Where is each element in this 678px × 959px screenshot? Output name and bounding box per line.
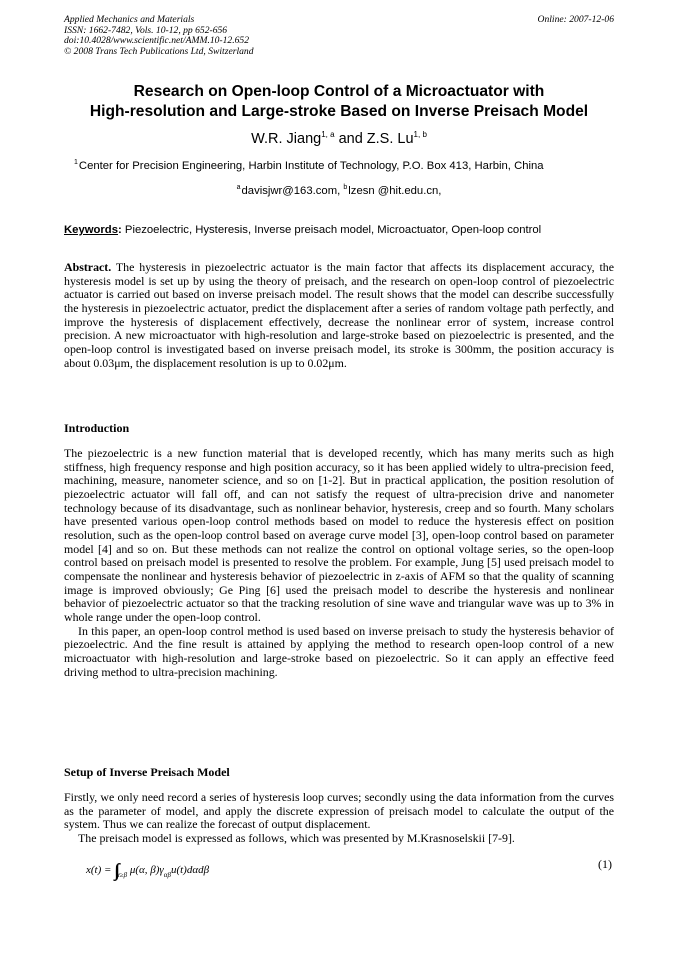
keywords-label: Keywords (64, 224, 118, 236)
affiliation (74, 160, 544, 172)
intro-body (64, 447, 614, 679)
author-2: Z.S. Lu (366, 131, 414, 147)
email-line (50, 185, 628, 197)
paper-title (50, 82, 628, 122)
keywords-line (64, 224, 541, 236)
title-line-1: Research on Open-loop Control of a Microactuator with (133, 83, 545, 100)
author-1-affil: 1, a (321, 130, 335, 139)
doi-line: doi:10.4028/www.scientific.net/AMM.10-12.652 (64, 35, 250, 47)
setup-paragraph-1: Firstly, we only need record a series of hysteresis loop curves; secondly using the data information from the curves as the parameter of model, and apply the discrete expression of preisach model to calculate the output of the system. Thus we can realize the forecast of output displacement. (64, 790, 614, 832)
email-a-mark: a (236, 184, 241, 191)
setup-body (64, 791, 614, 846)
affiliation-text: Center for Precision Engineering, Harbin Institute of Technology, P.O. Box 413, Harbin, China (78, 160, 544, 172)
setup-heading: Setup of Inverse Preisach Model (64, 765, 230, 779)
email-b-mark: b (343, 184, 348, 191)
intro-heading: Introduction (64, 421, 130, 435)
affiliation-mark: 1 (74, 159, 78, 166)
double-integral: ∫∫ (114, 860, 117, 880)
abstract-label: Abstract. (64, 260, 112, 274)
equation-integrand: μ(α, β)γ (127, 864, 164, 876)
keywords-text: Piezoelectric, Hysteresis, Inverse preisach model, Microactuator, Open-loop control (121, 224, 542, 236)
journal-name: Applied Mechanics and Materials (64, 14, 195, 25)
intro-paragraph-2: In this paper, an open-loop control method is used based on inverse preisach to study the hysteresis behavior of piezoelectric. And the fine result is attained by applying the method to research open-loop control of a new microactuator with high-resolution and large-stroke based on piezoelectric. So it can apply an effective feed driving method to ultra-precision machining. (64, 623, 614, 679)
online-date: Online: 2007-12-06 (537, 14, 614, 25)
author-1: W.R. Jiang (251, 131, 322, 147)
journal-header (64, 15, 254, 57)
email-a: davisjwr@163.com, (241, 185, 344, 197)
email-b: lzesn @hit.edu.cn, (348, 185, 442, 197)
title-line-2: High-resolution and Large-stroke Based on Inverse Preisach Model (89, 103, 589, 120)
author-line (50, 130, 628, 148)
abstract (64, 261, 614, 370)
author-2-affil: 1, b (413, 130, 427, 139)
gamma-subscript: αβ (163, 871, 171, 879)
setup-paragraph-2: The preisach model is expressed as follows, which was presented by M.Krasnoselskii [7-9]. (78, 830, 515, 845)
equation-number: (1) (598, 857, 612, 871)
abstract-text: The hysteresis in piezoelectric actuator is the main factor that affects its displacement accuracy, the hysteresis model is set up by using the theory of preisach, and the research on open-loop control of piezoelectric actuator is carried out based on inverse preisach model. The result shows that the model can describe successfully the hysteresis in piezoelectric actuator, predict the displacement after a series of random voltage path perfectly, and improve the hysteresis of displacement effectively, decrease the nonlinear error of system, increase control precision. A new microactuator with high-resolution and large-stroke based on piezoelectric is presented, and the open-loop control is investigated based on inverse preisach model, its stroke is 300mm, the position accuracy is about 0.03μm, the displacement resolution is up to 0.02μm. (64, 260, 614, 370)
intro-paragraph-1: The piezoelectric is a new function material that is developed recently, which has many merits such as high stiffness, high frequency response and high position accuracy, so it has been applied widely to ultra-precision feed, machining, measure, nanometer science, and so on [1-2]. But in practical application, the position resolution of piezoelectric actuator will fall off, and can not satisfy the request of ultra-precision drive and nanometer technology because of its disadvantage, such as nonlinear behavior, hysteresis, creep and so fourth. Many scholars have presented various open-loop control methods based on model to reduce the hysteresis effect on position resolution, such as the open-loop control based on average curve model [3], open-loop control based on parameter model [4] and so on. But these methods can not realize the control on optional voltage series, so the open-loop control based on preisach model is presented to resolve the problem. For example, Jung [5] used preisach model to compensate the nonlinear and hysteresis behavior of piezoelectric in z-axis of AFM so that the quality of scanning image is improved obviously; Ge Ping [6] used the preisach model to describe the hysteresis and nonlinear behavior of piezoelectric actuator so that the tracking resolution of sine wave and triangular wave was up to 3% in whole range under the open-loop control. (64, 446, 614, 624)
copyright-line: © 2008 Trans Tech Publications Ltd, Switzerland (64, 45, 254, 57)
equation-rest: u(t)dαdβ (170, 864, 210, 876)
equation-1 (86, 857, 209, 878)
equation-lhs: x(t) = (86, 864, 115, 876)
integral-limits: α≥β (116, 871, 128, 879)
keywords-colon: : (118, 224, 122, 236)
author-and: and (334, 131, 367, 147)
issn-line: ISSN: 1662-7482, Vols. 10-12, pp 652-656 (64, 24, 228, 36)
